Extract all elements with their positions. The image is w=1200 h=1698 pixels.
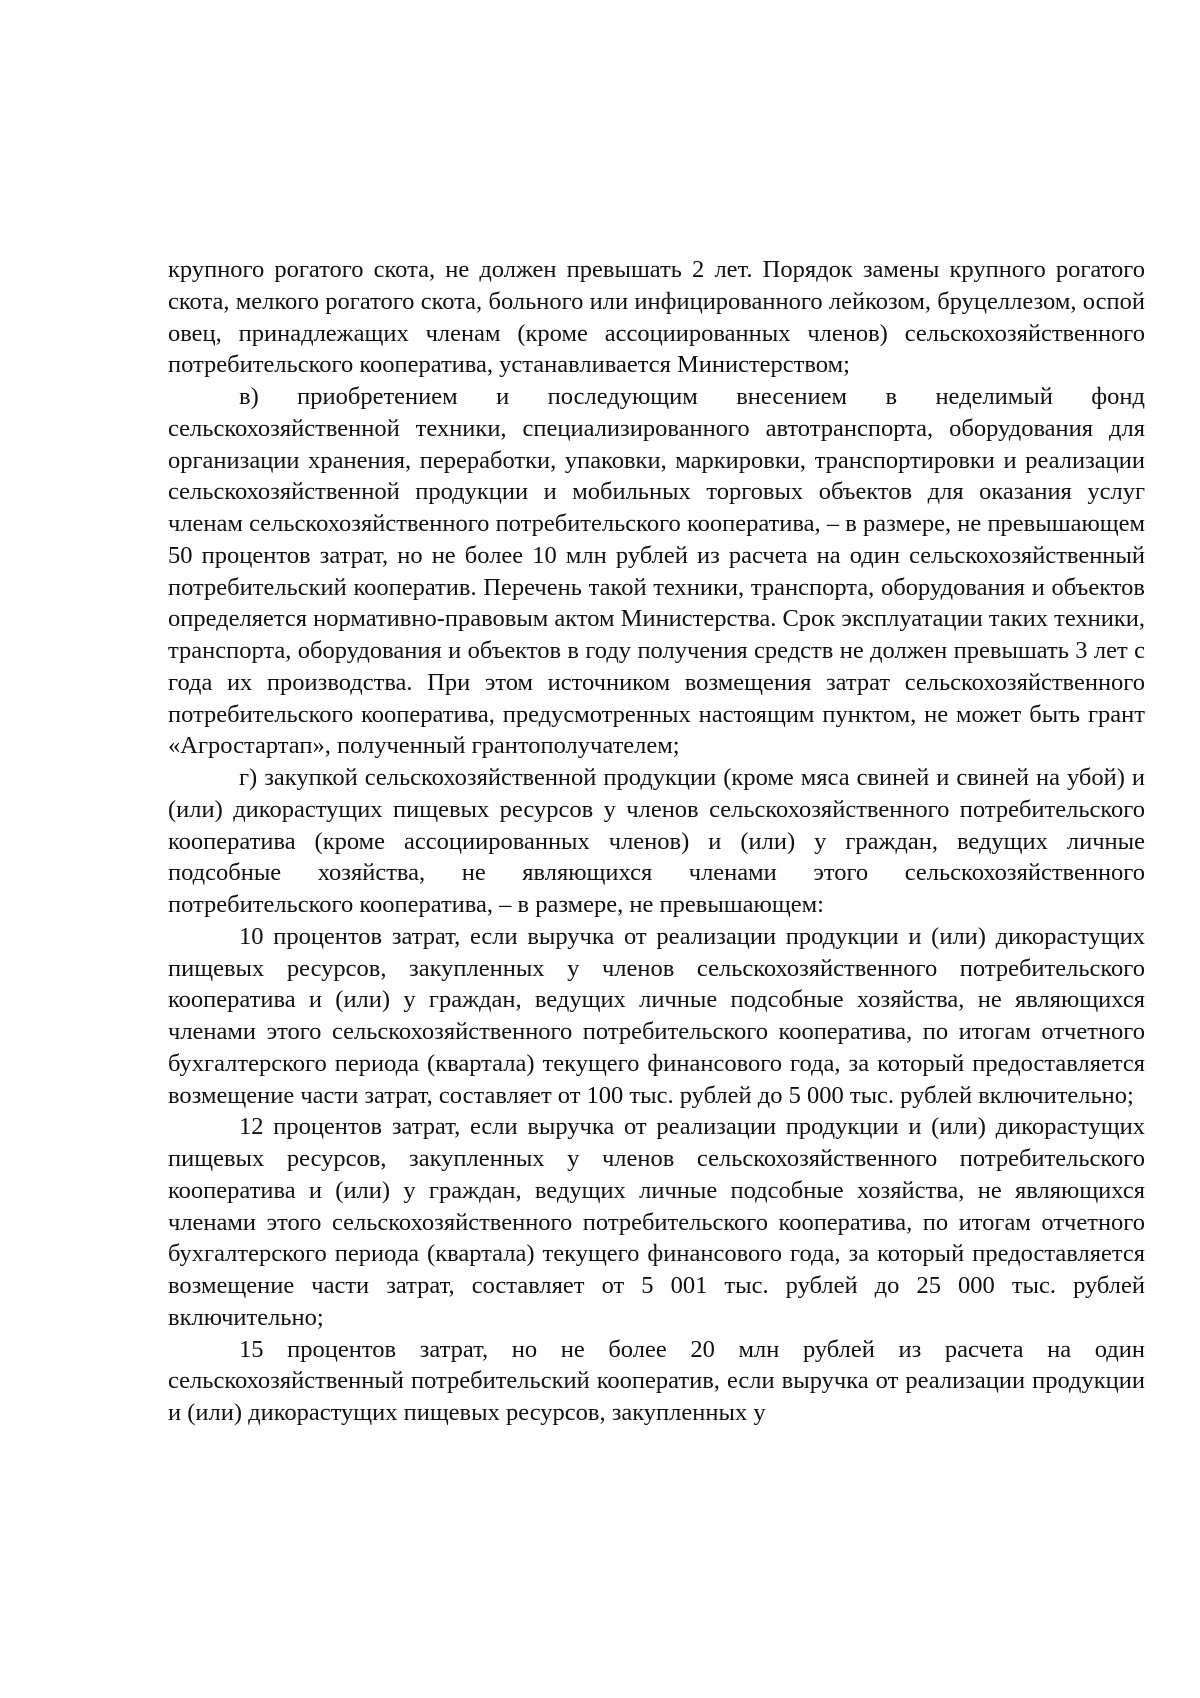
paragraph-livestock-replacement: крупного рогатого скота, не должен превышать 2 лет. Порядок замены крупного рогатого скота, мелкого рогатого скота, больного или инфицированного лейкозом, бруцеллезом, оспой овец, принадлежащих членам (кроме ассоциированных членов) сельскохозяйственного потребительского кооператива, устанавливается Министерством; xyxy=(168,256,1145,379)
paragraph-10-percent: 10 процентов затрат, если выручка от реализации продукции и (или) дикорастущих пищевых ресурсов, закупленных у членов сельскохозяйственного потребительского кооператива и (или) у граждан, ведущих личные подсобные хозяйства, не являющихся членами этого сельскохозяйственного потребительского кооператива, по итогам отчетного бухгалтерского периода (квартала) текущего финансового года, за который предоставляется возмещение части затрат, составляет от 100 тыс. рублей до 5 000 тыс. рублей включительно; xyxy=(168,922,1145,1109)
paragraph-15-percent: 15 процентов затрат, но не более 20 млн рублей из расчета на один сельскохозяйственный потребительский кооператив, если выручка от реализации продукции и (или) дикорастущих пищевых ресурсов, закупленных у xyxy=(168,1335,1145,1426)
paragraph-item-g-procurement: г) закупкой сельскохозяйственной продукции (кроме мяса свиней и свиней на убой) и (или) дикорастущих пищевых ресурсов у членов сельскохозяйственного потребительского кооператива (кроме ассоциированных членов) и (или) у граждан, ведущих личные подсобные хозяйства, не являющихся членами этого сельскохозяйственного потребительского кооператива, – в размере, не превышающем: xyxy=(168,764,1145,918)
paragraph-12-percent: 12 процентов затрат, если выручка от реализации продукции и (или) дикорастущих пищевых ресурсов, закупленных у членов сельскохозяйственного потребительского кооператива и (или) у граждан, ведущих личные подсобные хозяйства, не являющихся членами этого сельскохозяйственного потребительского кооператива, по итогам отчетного бухгалтерского периода (квартала) текущего финансового года, за который предоставляется возмещение части затрат, составляет от 5 001 тыс. рублей до 25 000 тыс. рублей включительно; xyxy=(168,1113,1145,1331)
paragraph-item-v-equipment: в) приобретением и последующим внесением в неделимый фонд сельскохозяйственной техники, специализированного автотранспорта, оборудования для организации хранения, переработки, упаковки, маркировки, транспортировки и реализации сельскохозяйственной продукции и мобильных торговых объектов для оказания услуг членам сельскохозяйственного потребительского кооператива, – в размере, не превышающем 50 процентов затрат, но не более 10 млн рублей из расчета на один сельскохозяйственный потребительский кооператив. Перечень такой техники, транспорта, оборудования и объектов определяется нормативно-правовым актом Министерства. Срок эксплуатации таких техники, транспорта, оборудования и объектов в году получения средств не должен превышать 3 лет с года их производства. При этом источником возмещения затрат сельскохозяйственного потребительского кооператива, предусмотренных настоящим пунктом, не может быть грант «Агростартап», полученный грантополучателем; xyxy=(168,383,1145,760)
document-page xyxy=(168,254,1145,1429)
